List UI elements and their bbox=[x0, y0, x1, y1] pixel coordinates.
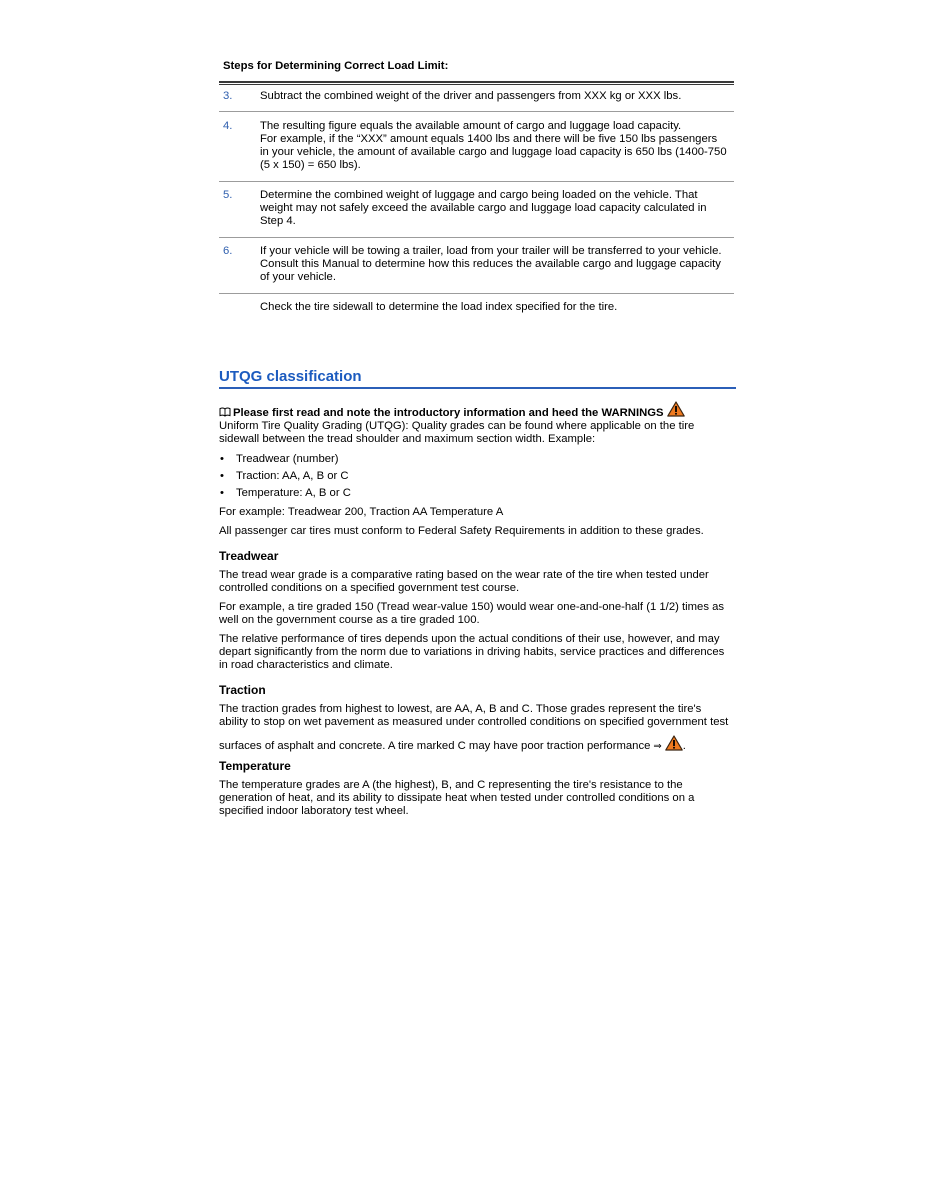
list-item bbox=[219, 470, 619, 483]
step-text bbox=[260, 189, 707, 228]
paragraph-line: The tread wear grade is a comparative rating based on the wear rate of the tire when tested under bbox=[219, 569, 709, 581]
subheading-temperature: Temperature bbox=[219, 759, 291, 773]
treadwear-paragraph bbox=[219, 569, 709, 595]
paragraph-line: For example, a tire graded 150 (Tread wear-value 150) would wear one-and-one-half (1 1/2) times as bbox=[219, 601, 725, 613]
steps-table-top-rule bbox=[219, 81, 734, 85]
conformance-statement: All passenger car tires must conform to Federal Safety Requirements in addition to these grades. bbox=[219, 525, 704, 537]
load-index-note: Check the tire sidewall to determine the load index specified for the tire. bbox=[260, 301, 618, 313]
step-text bbox=[260, 245, 722, 284]
cross-reference-arrow: ⇒ bbox=[653, 741, 662, 752]
paragraph-line: generation of heat, and its ability to dissipate heat when tested under controlled conditions on a bbox=[219, 792, 695, 804]
step-divider bbox=[219, 181, 734, 182]
step-number: 5. bbox=[223, 189, 233, 201]
step-text-line: The resulting figure equals the available amount of cargo and luggage load capacity. bbox=[260, 120, 682, 132]
paragraph-line: The traction grades from highest to lowest, are AA, A, B and C. Those grades represent the tire's bbox=[219, 703, 702, 715]
bullet-marker: • bbox=[220, 487, 224, 499]
step-text-line: Consult this Manual to determine how this reduces the available cargo and luggage capacity bbox=[260, 258, 721, 270]
list-item-text: Traction: AA, A, B or C bbox=[236, 470, 349, 482]
list-item bbox=[219, 487, 619, 500]
step-text-line: For example, if the “XXX” amount equals 1400 lbs and there will be five 150 lbs passengers bbox=[260, 133, 718, 145]
step-text-line: If your vehicle will be towing a trailer, load from your trailer will be transferred to your vehicle. bbox=[260, 245, 722, 257]
warnings-notice-text: Please first read and note the introductory information and heed the WARNINGS bbox=[233, 407, 664, 419]
section-heading-underline bbox=[219, 387, 736, 389]
utqg-intro bbox=[219, 420, 694, 446]
paragraph-line: in road characteristics and climate. bbox=[219, 659, 393, 671]
step-divider bbox=[219, 293, 734, 294]
grading-example: For example: Treadwear 200, Traction AA Temperature A bbox=[219, 506, 504, 518]
paragraph-line: The temperature grades are A (the highest), B, and C representing the tire's resistance to the bbox=[219, 779, 683, 791]
paragraph-line: specified indoor laboratory test wheel. bbox=[219, 805, 409, 817]
step-text-line: of your vehicle. bbox=[260, 271, 336, 283]
step-text-line: in your vehicle, the amount of available cargo and luggage load capacity is 650 lbs (1400-750 bbox=[260, 146, 727, 158]
bullet-marker: • bbox=[220, 470, 224, 482]
step-divider bbox=[219, 111, 734, 112]
step-number: 4. bbox=[223, 120, 233, 132]
section-heading-utqg: UTQG classification bbox=[219, 368, 362, 385]
step-text-line: Step 4. bbox=[260, 215, 296, 227]
list-item bbox=[219, 453, 619, 466]
bullet-marker: • bbox=[220, 453, 224, 465]
book-icon bbox=[219, 407, 231, 419]
warnings-notice bbox=[219, 401, 685, 419]
temperature-paragraph bbox=[219, 779, 694, 818]
list-item-text: Temperature: A, B or C bbox=[236, 487, 351, 499]
step-number: 6. bbox=[223, 245, 233, 257]
paragraph-line: well on the government course as a tire graded 100. bbox=[219, 614, 480, 626]
subheading-treadwear: Treadwear bbox=[219, 549, 279, 563]
intro-line: sidewall between the tread shoulder and maximum section width. Example: bbox=[219, 433, 596, 445]
warning-triangle-icon bbox=[667, 407, 685, 419]
step-number: 3. bbox=[223, 90, 233, 102]
warning-triangle-icon bbox=[665, 740, 683, 752]
paragraph-line: depart significantly from the norm due to variations in driving habits, service practices and differences bbox=[219, 646, 725, 658]
step-text-line: Subtract the combined weight of the driver and passengers from XXX kg or XXX lbs. bbox=[260, 90, 682, 102]
list-item-text: Treadwear (number) bbox=[236, 453, 339, 465]
paragraph-line: controlled conditions on a specified government test course. bbox=[219, 582, 520, 594]
treadwear-paragraph bbox=[219, 601, 724, 627]
paragraph-line: ability to stop on wet pavement as measured under controlled conditions on specified government test bbox=[219, 716, 729, 728]
treadwear-paragraph bbox=[219, 633, 724, 672]
step-text-line: weight may not safely exceed the available cargo and luggage load capacity calculated in bbox=[260, 202, 707, 214]
step-text-line: (5 x 150) = 650 lbs). bbox=[260, 159, 361, 171]
intro-line: Uniform Tire Quality Grading (UTQG): Quality grades can be found where applicable on the tire bbox=[219, 420, 695, 432]
paragraph-line: surfaces of asphalt and concrete. A tire marked C may have poor traction performance bbox=[219, 740, 651, 752]
step-divider bbox=[219, 237, 734, 238]
paragraph-line: The relative performance of tires depends upon the actual conditions of their use, however, and may bbox=[219, 633, 720, 645]
step-text-line: Determine the combined weight of luggage and cargo being loaded on the vehicle. That bbox=[260, 189, 698, 201]
sentence-end-punctuation: . bbox=[682, 740, 686, 752]
traction-paragraph-last-line bbox=[219, 735, 686, 752]
step-text bbox=[260, 120, 727, 172]
traction-paragraph bbox=[219, 703, 728, 729]
steps-title: Steps for Determining Correct Load Limit: bbox=[223, 60, 449, 72]
subheading-traction: Traction bbox=[219, 683, 266, 697]
step-text bbox=[260, 90, 681, 103]
